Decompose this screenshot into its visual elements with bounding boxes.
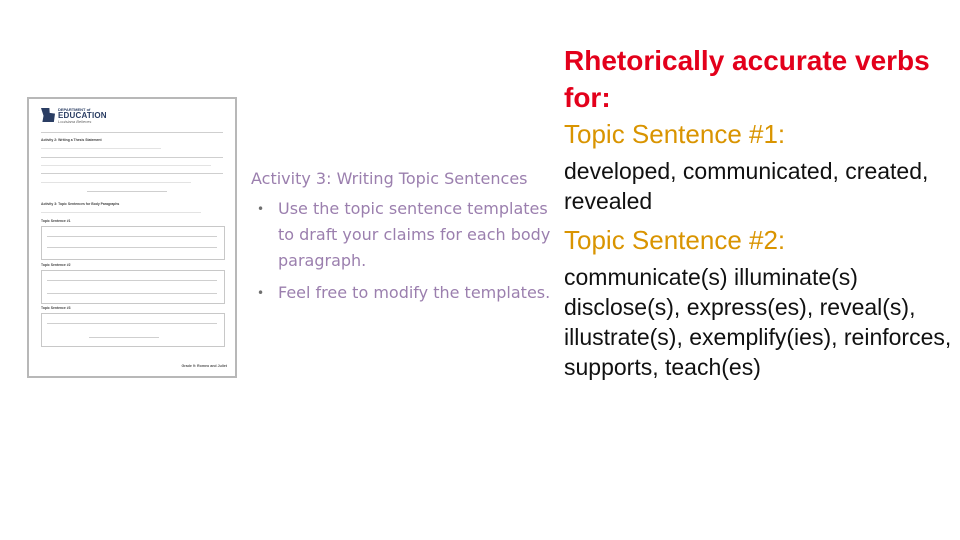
logo-main-text: EDUCATION — [58, 111, 107, 120]
placeholder-line — [41, 157, 223, 158]
activity-bullet-text: Use the topic sentence templates to draft your claims for each body paragraph. — [278, 199, 551, 270]
activity-bullet-list — [251, 196, 556, 306]
placeholder-line — [41, 173, 223, 174]
thumb-section-heading: Activity 3: Topic Sentences for Body Paragraphs — [41, 202, 120, 206]
list-item — [251, 196, 556, 274]
placeholder-line — [47, 280, 217, 281]
placeholder-line — [47, 323, 217, 324]
template-box — [41, 226, 225, 260]
placeholder-line — [87, 191, 167, 192]
list-item — [251, 280, 556, 306]
placeholder-line — [89, 337, 159, 338]
thumb-section-heading: Topic Sentence #2 — [41, 263, 71, 267]
bullet-icon: • — [257, 202, 265, 216]
activity-panel — [251, 166, 556, 312]
topic-sentence-1-verbs: developed, communicated, created, revealed — [564, 158, 929, 214]
topic-sentence-2-label: Topic Sentence #2: — [564, 225, 786, 255]
placeholder-line — [41, 165, 211, 166]
logo-sub-text: Louisiana Believes — [58, 119, 92, 124]
bullet-icon: • — [257, 286, 265, 300]
activity-bullet-text: Feel free to modify the templates. — [278, 283, 551, 302]
thumb-section-heading: Topic Sentence #1 — [41, 219, 71, 223]
activity-title: Activity 3: Writing Topic Sentences — [251, 169, 528, 188]
placeholder-line — [41, 182, 191, 183]
divider — [41, 132, 223, 133]
logo-top-text: DEPARTMENT of — [58, 107, 91, 112]
verbs-panel — [564, 42, 954, 382]
template-box — [41, 270, 225, 304]
template-box — [41, 313, 225, 347]
topic-sentence-1-label: Topic Sentence #1: — [564, 119, 786, 149]
thumb-section-heading: Topic Sentence #3 — [41, 306, 71, 310]
verbs-heading: Rhetorically accurate verbs for: — [564, 45, 930, 113]
louisiana-state-icon — [41, 108, 55, 122]
placeholder-line — [41, 148, 161, 149]
topic-sentence-2-verbs: communicate(s) illuminate(s) disclose(s), express(es), reveal(s), illustrate(s), exemplify(ies), reinforces, supports, teach(es) — [564, 264, 952, 380]
placeholder-line — [47, 293, 217, 294]
education-logo — [41, 108, 107, 124]
placeholder-line — [47, 236, 217, 237]
placeholder-line — [47, 247, 217, 248]
thumb-footer: Grade 9: Romeo and Juliet — [181, 364, 227, 368]
thumb-section-heading: Activity 2: Writing a Thesis Statement — [41, 138, 102, 142]
document-thumbnail — [27, 97, 237, 378]
placeholder-line — [41, 212, 201, 213]
